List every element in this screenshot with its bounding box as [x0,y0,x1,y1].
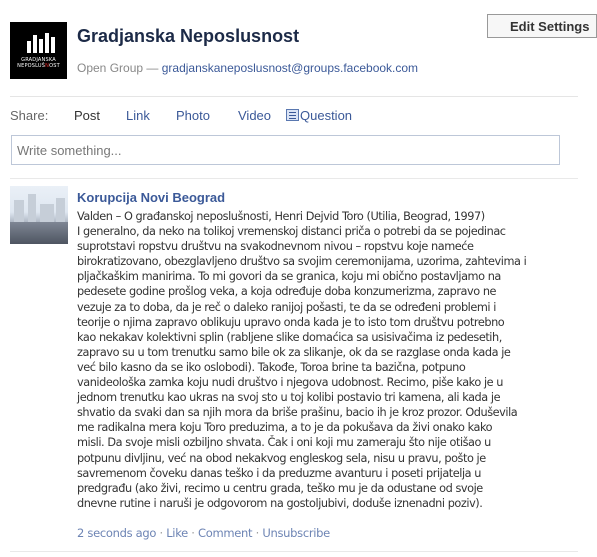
post-body [77,209,567,511]
tab-photo[interactable]: Photo [176,108,210,123]
like-link[interactable]: Like [166,526,188,540]
post-line: predgrađu (ako živi, recimo u centru grada, teško mu je da odustane od svoje [77,481,483,495]
tab-question-label: Question [300,108,353,123]
tab-link[interactable]: Link [126,108,150,123]
group-title[interactable]: Gradjanska Neposlusnost [77,26,300,46]
post-line: me radikalna mera koju Toro preduzima, a to je da pokušava da živi onako kako [77,421,493,435]
comment-link[interactable]: Comment [198,526,253,540]
post-line: već bilo kasno da se iko oslobodi). Takođe, Toroa brine ta bazična, potpuno [77,360,466,374]
group-logo [10,22,67,79]
post-line: suprotstavi ropstvu društvu na svakodnevnom nivou – ropstvu koje nameće [77,240,474,254]
post-line: misli. Da svoje misli ozbiljno shvata. Čak i oni koji mu zameraju što nije otišao u [77,436,491,450]
unsubscribe-link[interactable]: Unsubscribe [262,526,330,540]
question-icon [286,109,299,121]
post-line: pedesete godine prošlog veka, a koja određuje doba konzumerizma, zapravo ne [77,285,497,299]
meta-separator: · [252,526,263,540]
post-line: Valden – O građanskoj neposlušnosti, Henri Dejvid Toro (Utilia, Beograd, 1997) [77,210,485,223]
post-line: dnevne rutine i naruši je odgovorom na gostoljubivi, doduše iznenadni poziv). [77,496,483,510]
post-line: savremenom čoveku danas teško i da preduzme avanturu i poseti prijatelja u [77,466,481,480]
post-meta [77,526,330,540]
subtitle-separator: — [143,61,162,75]
meta-separator: · [187,526,199,540]
divider [10,551,578,552]
post-line: vezuje za to doba, da je reč o daleko ranijoj pošasti, te da se određeni problemi i [77,300,496,314]
group-subtitle [77,61,418,75]
divider [10,96,578,97]
edit-settings-button[interactable]: Edit Settings [487,14,597,38]
post-timestamp-link[interactable]: 2 seconds ago [77,526,157,540]
post-line: jednom trenutku kao ukras na svoj sto u toj kolibi postavio tri kamena, ali kada je [77,391,501,405]
post-line: kao nekakav kolektivni splin (rabljene slike domaćica sa usisivačima iz pedesetih, [77,330,502,344]
post-line: I generalno, da neko na tolikoj vremenskoj distanci priča o potrebi da se pojedinac [77,225,506,239]
post-line: teorije o njima zapravo oblikuju upravo onda kada je to isto tom društvu potrebno [77,315,505,329]
tab-post[interactable]: Post [74,108,101,123]
logo-bars-icon [27,33,55,53]
meta-separator: · [156,526,167,540]
group-email-link[interactable]: gradjanskaneposlusnost@groups.facebook.com [161,61,419,75]
post-thumbnail[interactable] [10,186,68,244]
post-line: pljačkaškim manirima. To mi govori da se granica, koju mi obično postavljamo na [77,270,501,284]
tab-video[interactable]: Video [238,108,272,123]
post-line: potpunu divljinu, već na obod nekakvog engleskog sela, nisu u pravu, pošto je [77,451,486,465]
post-composer-input[interactable]: Write something... [11,135,560,165]
post-line: zapravo su u tom trenutku samo bile ok za slikanje, ok da se razglase onda kada je [77,345,511,359]
tab-question[interactable] [286,108,352,123]
group-type: Open Group [77,61,144,75]
post-line: birokratizovano, obezglavljeno društvo sa svojim ceremonijama, uzorima, zahtevima i [77,255,527,269]
divider [10,178,578,179]
logo-text: GRADJANSKA NEPOSLUŠNOST [17,57,60,69]
post-line: shvatio da svaki dan sa njih mora da briše prašinu, bacio ih je kroz prozor. Oduševila [77,406,518,420]
post-title-link[interactable]: Korupcija Novi Beograd [77,190,226,205]
post-line: vanideološka zamka koju nudi društvo i njegova udobnost. Recimo, piše kako je u [77,376,504,390]
share-label: Share: [10,108,49,123]
